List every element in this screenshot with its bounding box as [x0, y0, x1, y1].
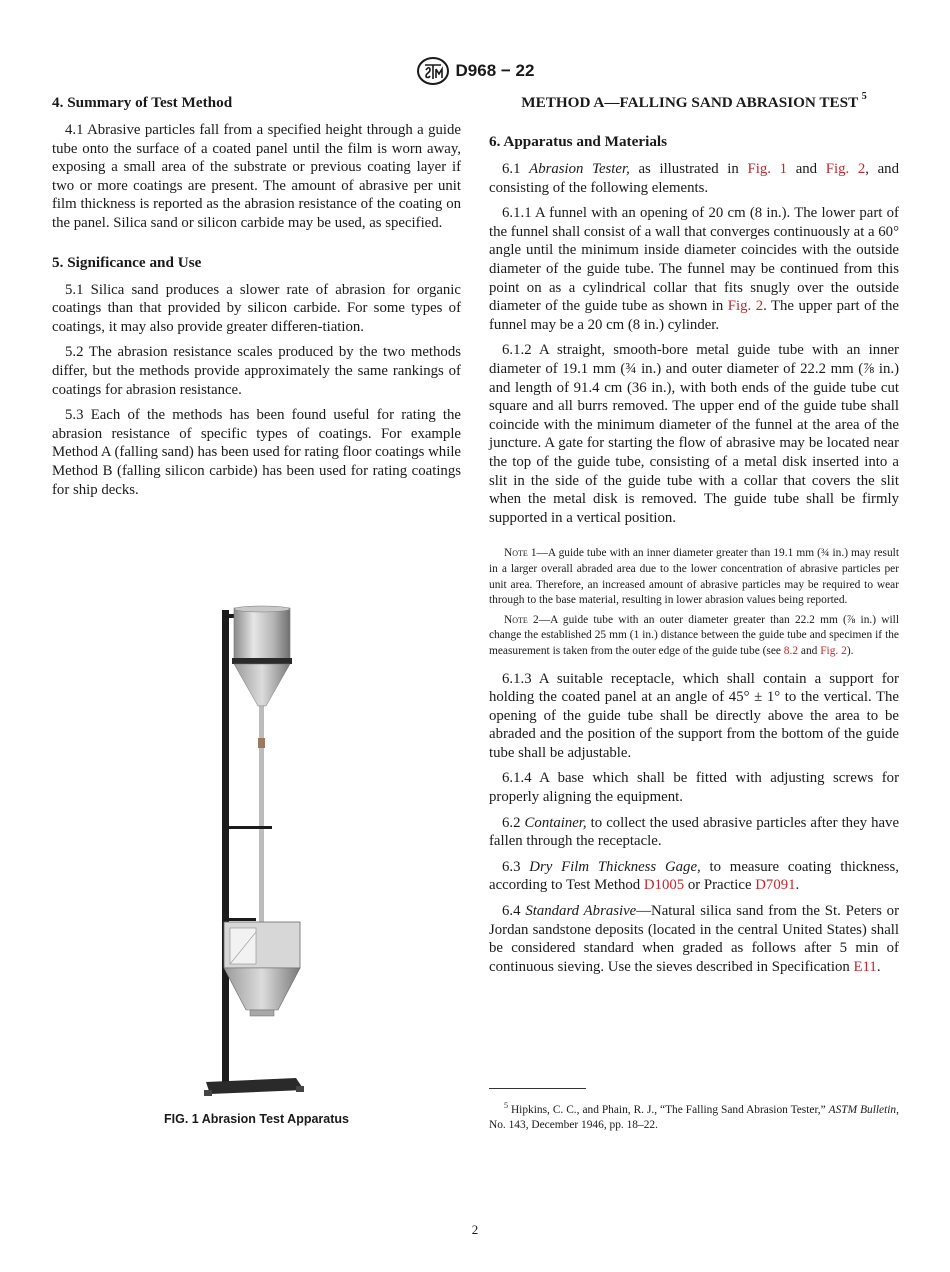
paragraph-6-1-3: 6.1.3 A suitable receptacle, which shall contain a support for holding the coated panel at an angle of 45° ± 1° to the vertical. The opening of the guide tube shall be directly above the area to be abraded and the position of the support from the bottom of the guide tube shall be adjustable. — [489, 670, 899, 761]
note-1: Note 1—A guide tube with an inner diameter greater than 19.1 mm (¾ in.) may result in a larger overall abraded area due to the lower concentration of abrasive particles per unit area. Therefore, an increased amount of abrasive particles may be required to wear through to the base material, resulting in lower abrasion values being reported. — [489, 547, 900, 607]
fig-1-link[interactable]: Fig. 1 — [747, 161, 788, 178]
figure-1-caption: FIG. 1 Abrasion Test Apparatus — [164, 1112, 349, 1126]
page-header — [0, 56, 950, 86]
section-5-heading: 5. Significance and Use — [52, 253, 202, 271]
page-number: 2 — [471, 1222, 479, 1237]
d7091-link[interactable]: D7091 — [755, 877, 796, 894]
paragraph-6-3: 6.3 Dry Film Thickness Gage, to measure coating thickness, according to Test Method D1005 or Practice D7091. — [489, 858, 899, 894]
footnote-5: $^5$ Hipkins, C. C., and Phain, R. J., “The Falling Sand Abrasion Tester,” ASTM Bulletin, No. 143, December 1946, pp. 18–22. — [489, 1101, 899, 1132]
section-4-heading: 4. Summary of Test Method — [52, 94, 233, 111]
fig-2-link[interactable]: Fig. 2 — [820, 644, 847, 657]
section-8-2-link[interactable]: 8.2 — [783, 644, 799, 657]
left-column — [52, 93, 461, 506]
fig-2-link[interactable]: Fig. 2 — [825, 161, 866, 178]
paragraph-4-1: 4.1 Abrasive particles fall from a specified height through a guide tube onto the surface of a coated panel until the film is worn away, exposing a small area of the substrate or previous coating layer if two or more coatings are present. The amount of abrasive per unit film thickness is reported as the abrasion resistance of the coating on the panel. Silica sand or silicon carbide may be used, as specified. — [52, 122, 461, 231]
abrasion-tester-figure — [200, 600, 320, 1100]
right-column — [489, 93, 899, 983]
paragraph-6-4: 6.4 Standard Abrasive—Natural silica sand from the St. Peters or Jordan sandstone deposits (located in the central United States) shall be considered standard when graded as follows after 5 min of continuous sieving. Use the sieves described in Specification E11. — [489, 903, 899, 975]
paragraph-5-3: 5.3 Each of the methods has been found useful for rating the abrasion resistance of specific types of coatings. For example Method A (falling sand) has been used for rating floor coatings while Method B (falling silicon carbide) has been used for rating coatings for ship decks. — [52, 407, 461, 498]
method-a-heading: METHOD A—FALLING SAND ABRASION TEST $^5$ — [521, 91, 867, 112]
paragraph-6-1-4: 6.1.4 A base which shall be fitted with adjusting screws for properly aligning the equipment. — [489, 770, 899, 806]
paragraph-5-2: 5.2 The abrasion resistance scales produced by the two methods differ, but the methods provide approximately the same rankings of coatings for abrasion resistance. — [52, 344, 461, 398]
note-2: Note 2—A guide tube with an outer diameter greater than 22.2 mm (⅞ in.) will change the established 25 mm (1 in.) distance between the guide tube and specimen if the measurement is taken from the outer edge of the guide tube (see 8.2 and Fig. 2). — [489, 613, 899, 657]
e11-link[interactable]: E11 — [853, 958, 877, 975]
paragraph-6-2: 6.2 Container, to collect the used abrasive particles after they have fallen through the receptacle. — [489, 814, 900, 850]
section-6-heading: 6. Apparatus and Materials — [489, 133, 668, 151]
paragraph-6-1: 6.1 Abrasion Tester, as illustrated in Fig. 1 and Fig. 2, and consisting of the following elements. — [489, 161, 899, 196]
paragraph-6-1-2: 6.1.2 A straight, smooth-bore metal guide tube with an inner diameter of 19.1 mm (¾ in.) and outer diameter of 22.2 mm (⅞ in.) and length of 91.4 cm (36 in.), with both ends of the guide tube cut square and all burrs removed. The upper end of the guide tube shall coincide with the minimum diameter of the funnel at the area of the juncture. A gate for starting the flow of abrasive may be located near the top of the guide tube, consisting of a metal disk inserted into a slit in the side of the guide tube with a collar that covers the slit when the metal disk is removed. The guide tube shall be firmly supported in a vertical position. — [489, 342, 899, 526]
d1005-link[interactable]: D1005 — [643, 877, 685, 894]
paragraph-5-1: 5.1 Silica sand produces a slower rate of abrasion for organic coatings than that provided by silicon carbide. For some types of coatings, it may also provide greater differen-tiation. — [52, 281, 461, 335]
astm-logo-icon — [416, 56, 450, 86]
paragraph-6-1-1: 6.1.1 A funnel with an opening of 20 cm (8 in.). The lower part of the funnel shall consist of a wall that converges continuously at a 60° angle until the minimum inside diameter coincides with the outside diameter of the guide tube. The funnel may be continued from this point on as a cylindrical collar that fits snugly over the outside diameter of the guide tube as shown in Fig. 2. The upper part of the funnel may be a 20 cm (8 in.) cylinder. — [489, 205, 899, 333]
fig-2-link[interactable]: Fig. 2 — [727, 298, 764, 315]
footnote-divider — [489, 1088, 586, 1089]
document-id: D968 − 22 — [455, 61, 535, 80]
footnote-ref-5[interactable]: 5 — [861, 91, 867, 102]
